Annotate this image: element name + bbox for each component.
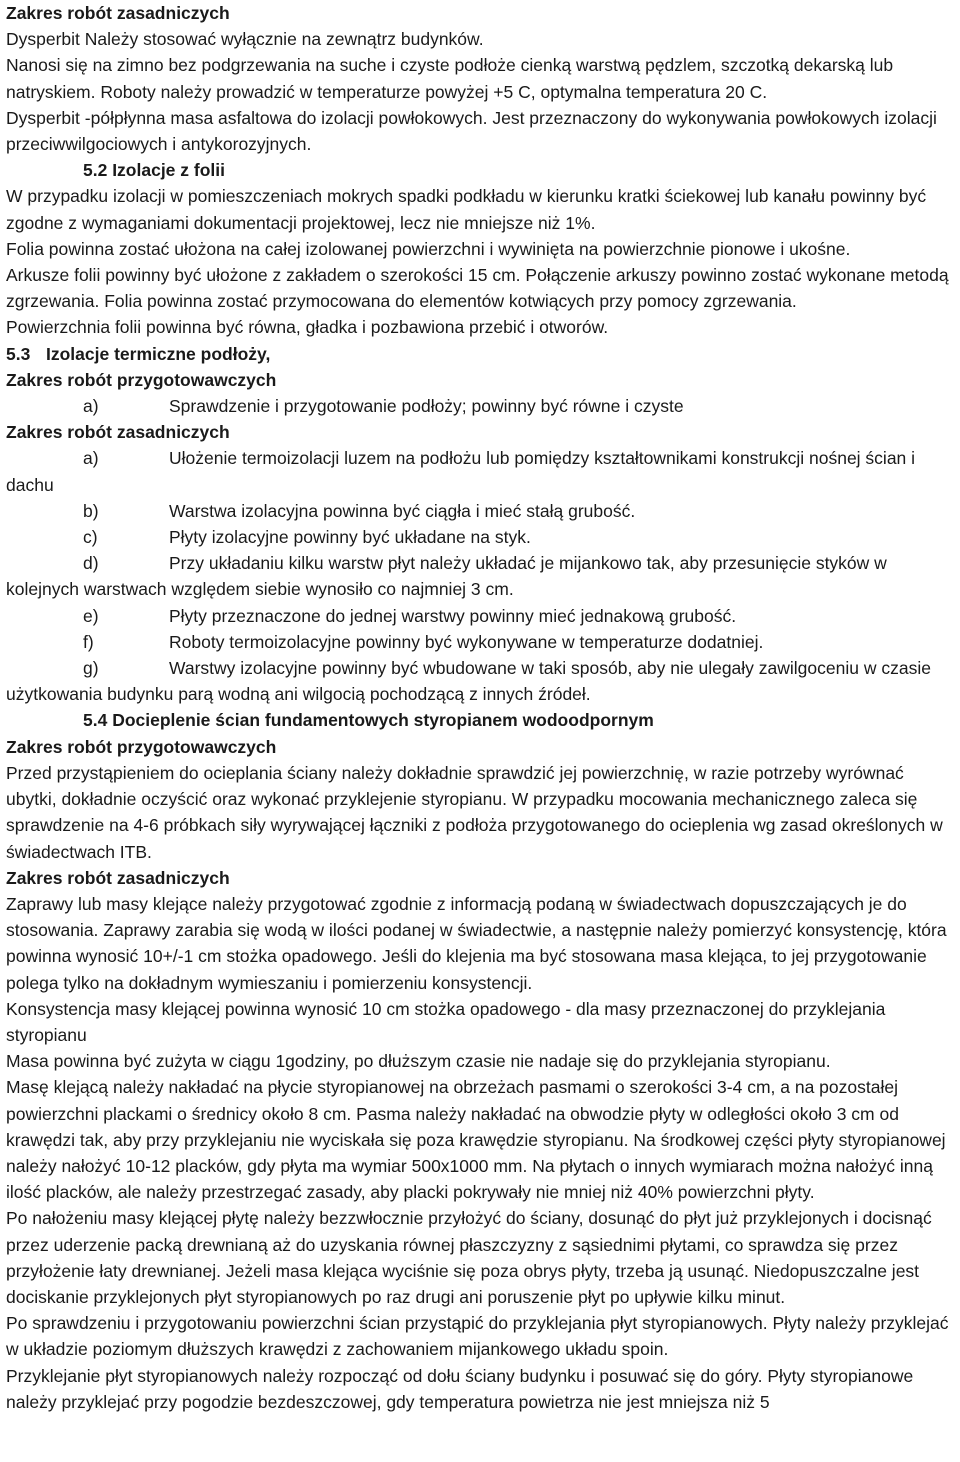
list-marker: c) (83, 527, 98, 548)
heading-zakres-zasadniczych: Zakres robót zasadniczych (6, 422, 230, 443)
paragraph-po-nalozeniu: Po nałożeniu masy klejącej płytę należy bezzwłocznie przyłożyć do ściany, dosunąć do płyt już przyklejonych i docisnąć przez uderzenie packą drewnianą aż do uzyskania równej płaszczyzny z sąsiednimi płytami, co sprawdza się przez przyłożenie łaty drewnianej. Jeżeli masa klejąca wyciśnie się poza obrys płyty, trzeba ją usunąć. Niedopuszczalne jest dociskanie przyklejonych płyt styropianowych po raz drugi ani poruszenie płyt po upływie kilku minut. (6, 1208, 932, 1307)
section-heading-5-2: 5.2 Izolacje z folii (83, 160, 225, 181)
list-text: Płyty izolacyjne powinny być układane na styk. (169, 527, 531, 548)
list-marker: f) (83, 631, 94, 652)
paragraph-po-sprawdzeniu: Po sprawdzeniu i przygotowaniu powierzchni ścian przystąpić do przyklejania płyt styropianowych. Płyty należy przyklejać w układzie poziomym dłuższych krawędzi z zachowaniem mijankowego układu spoin. (6, 1313, 949, 1360)
section-heading-5-4: 5.4 Docieplenie ścian fundamentowych styropianem wodoodpornym (83, 710, 654, 731)
list-text: Roboty termoizolacyjne powinny być wykonywane w temperaturze dodatniej. (169, 631, 764, 652)
section-number: 5.3 (6, 343, 31, 364)
list-item (6, 629, 953, 655)
list-marker: e) (83, 605, 99, 626)
list-item (6, 524, 953, 550)
list-marker: a) (83, 396, 99, 417)
paragraph-masa: Masa powinna być zużyta w ciągu 1godziny, po dłuższym czasie nie nadaje się do przyklejania styropianu. (6, 1051, 831, 1072)
paragraph-folii-powierzchnia: Powierzchnia folii powinna być równa, gładka i pozbawiona przebić i otworów. (6, 317, 609, 338)
list-text: Przy układaniu kilku warstw płyt należy układać je mijankowo tak, aby przesunięcie styków w kolejnych warstwach względem siebie wynosiło co najmniej 3 cm. (6, 553, 887, 600)
heading-zakres-zasadniczych: Zakres robót zasadniczych (6, 3, 230, 23)
list-item (6, 445, 953, 497)
paragraph-zaprawy: Zaprawy lub masy klejące należy przygotować zgodnie z informacją podaną w świadectwach dopuszczających je do stosowania. Zaprawy zarabia się wodą w ilości podanej w świadectwie, a następnie należy pomierzyć konsystencję, która powinna wynosić 10+/-1 cm stożka opadowego. Jeśli do klejenia ma być stosowana masa klejąca, to jej przygotowanie polega tylko na dokładnym wymieszaniu i pomierzeniu konsystencji. (6, 893, 947, 993)
list-marker: g) (83, 658, 99, 679)
section-heading-5-3 (6, 341, 953, 367)
paragraph-folii-spadki: W przypadku izolacji w pomieszczeniach mokrych spadki podkładu w kierunku kratki ściekowej lub kanału powinny być zgodne z wymaganiami dokumentacji projektowej, lecz nie mniejsze niż 1%. (6, 186, 927, 233)
list-item (6, 603, 953, 629)
paragraph-nanosi: Nanosi się na zimno bez podgrzewania na suche i czyste podłoże cienką warstwą pędzlem, szczotką dekarską lub natryskiem. Roboty należy prowadzić w temperaturze powyżej +5 C, optymalna temperatura 20 C. (6, 55, 894, 102)
list-text: Płyty przeznaczone do jednej warstwy powinny mieć jednakową grubość. (169, 605, 737, 626)
heading-zakres-przygotowawczych: Zakres robót przygotowawczych (6, 369, 277, 390)
paragraph-przyklejanie: Przyklejanie płyt styropianowych należy rozpocząć od dołu ściany budynku i posuwać się do góry. Płyty styropianowe należy przyklejać przy pogodzie bezdeszczowej, gdy temperatura powietrza nie jest mniejsza niż 5 (6, 1365, 914, 1412)
heading-zakres-zasadniczych: Zakres robót zasadniczych (6, 867, 230, 888)
heading-zakres-przygotowawczych: Zakres robót przygotowawczych (6, 736, 277, 757)
paragraph-folii-arkusze: Arkusze folii powinny być ułożone z zakładem o szerokości 15 cm. Połączenie arkuszy powinno zostać wykonane metodą zgrzewania. Folia powinna zostać przymocowana do elementów kotwiących przy pomocy zgrzewania. (6, 265, 949, 312)
list-item (6, 550, 953, 602)
list-text: Warstwa izolacyjna powinna być ciągła i mieć stałą grubość. (169, 500, 636, 521)
list-marker: d) (83, 553, 99, 574)
list-text: Sprawdzenie i przygotowanie podłoży; powinny być równe i czyste (169, 396, 684, 417)
list-item (6, 498, 953, 524)
list-marker: a) (83, 448, 99, 469)
paragraph-folii-ulozenie: Folia powinna zostać ułożona na całej izolowanej powierzchni i wywinięta na powierzchnie pionowe i ukośne. (6, 238, 851, 259)
paragraph-dysperbit-description: Dysperbit -półpłynna masa asfaltowa do izolacji powłokowych. Jest przeznaczony do wykonywania powłokowych izolacji przeciwwilgociowych i antykorozyjnych. (6, 107, 937, 155)
list-text: Warstwy izolacyjne powinny być wbudowane w taki sposób, aby nie ulegały zawilgoceniu w czasie użytkowania budynku parą wodną ani wilgocią pochodzącą z innych źródeł. (6, 658, 931, 705)
list-marker: b) (83, 500, 99, 521)
paragraph-nakladanie-masy: Masę klejącą należy nakładać na płycie styropianowej na obrzeżach pasmami o szerokości 3-4 cm, a na pozostałej powierzchni plackami o średnicy około 8 cm. Pasma należy nakładać na obwodzie płyty w odległości około 3 cm od krawędzi tak, aby przy przyklejaniu nie wyciskała się poza krawędzie styropianu. Na środkowej części płyty styropianowej należy nałożyć 10-12 placków, gdy płyta ma wymiar 500x1000 mm. Na płytach o innych wymiarach można nałożyć inną ilość placków, ale należy przestrzegać zasady, aby placki pokrywały nie mniej niż 40% powierzchni płyty. (6, 1077, 946, 1203)
paragraph-dysperbit-usage: Dysperbit Należy stosować wyłącznie na zewnątrz budynków. (6, 29, 484, 50)
list-item (6, 655, 953, 707)
paragraph-konsystencja: Konsystencja masy klejącej powinna wynosić 10 cm stożka opadowego - dla masy przeznaczonej do przyklejania styropianu (6, 998, 886, 1045)
list-item (6, 393, 953, 419)
section-title: Izolacje termiczne podłoży, (46, 343, 271, 364)
paragraph-przed-przystapieniem: Przed przystąpieniem do ocieplania ściany należy dokładnie sprawdzić jej powierzchnię, w razie potrzeby wyrównać ubytki, dokładnie oczyścić oraz wykonać przyklejenie styropianu. W przypadku mocowania mechanicznego zaleca się sprawdzenie na 4-6 próbkach siły wyrywającej łączniki z podłoża przygotowanego do ocieplenia wg zasad określonych w świadectwach ITB. (6, 762, 943, 862)
list-text: Ułożenie termoizolacji luzem na podłożu lub pomiędzy kształtownikami konstrukcji nośnej ścian i dachu (6, 448, 916, 495)
